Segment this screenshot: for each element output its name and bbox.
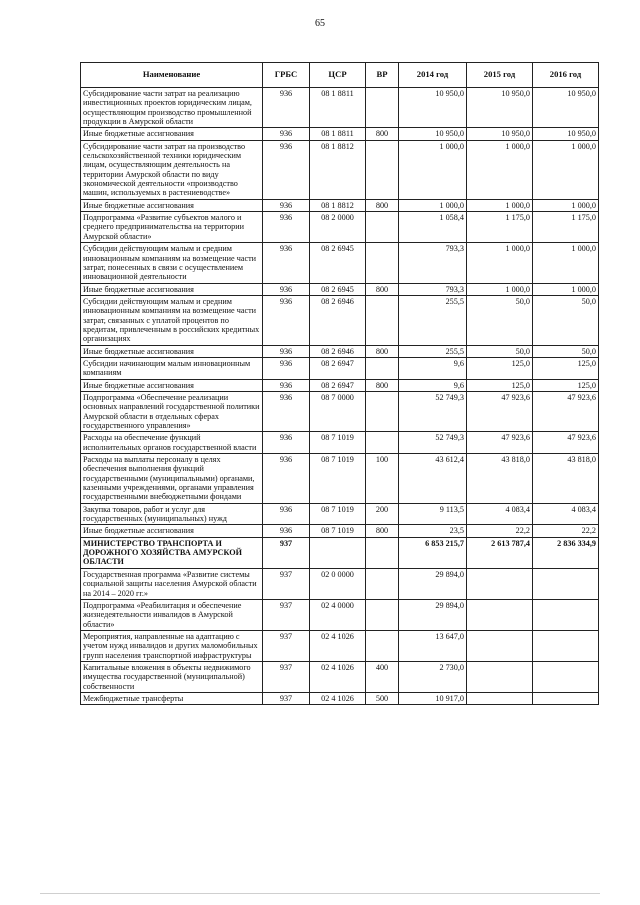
cell-grbs: 936 — [263, 212, 310, 243]
cell-name: Иные бюджетные ассигнования — [81, 525, 263, 537]
cell-csr: 08 2 6946 — [310, 345, 366, 357]
cell-vr — [366, 568, 399, 599]
cell-y2015: 1 000,0 — [467, 199, 533, 211]
cell-y2014: 255,5 — [399, 345, 467, 357]
cell-y2016: 2 836 334,9 — [533, 537, 599, 568]
cell-grbs: 937 — [263, 568, 310, 599]
table-row — [81, 454, 599, 504]
cell-y2015: 50,0 — [467, 295, 533, 345]
cell-csr: 08 1 8811 — [310, 88, 366, 128]
cell-y2015 — [467, 661, 533, 692]
cell-y2016: 1 000,0 — [533, 199, 599, 211]
table-body — [81, 88, 599, 705]
cell-csr: 08 1 8811 — [310, 128, 366, 140]
cell-csr: 08 7 1019 — [310, 454, 366, 504]
cell-name: Субсидирование части затрат на реализацию инвестиционных проектов юридическим лицам, осуществляющим производство промышленной продукции в Амурской области — [81, 88, 263, 128]
cell-y2014: 1 058,4 — [399, 212, 467, 243]
cell-grbs: 936 — [263, 283, 310, 295]
cell-vr: 800 — [366, 525, 399, 537]
cell-name: Иные бюджетные ассигнования — [81, 379, 263, 391]
table-row — [81, 295, 599, 345]
cell-vr — [366, 537, 399, 568]
cell-name: Субсидии действующим малым и средним инновационным компаниям на возмещение части затрат, понесенных в связи с осуществлением инновационной деятельности — [81, 243, 263, 283]
cell-name: Подпрограмма «Реабилитация и обеспечение жизнедеятельности инвалидов в Амурской области» — [81, 599, 263, 630]
cell-csr: 08 7 0000 — [310, 391, 366, 431]
cell-y2014: 793,3 — [399, 283, 467, 295]
cell-y2014: 10 917,0 — [399, 692, 467, 704]
cell-vr: 800 — [366, 283, 399, 295]
cell-y2016: 22,2 — [533, 525, 599, 537]
header-2016: 2016 год — [533, 63, 599, 88]
cell-name: Мероприятия, направленные на адаптацию с учетом нужд инвалидов и других маломобильных групп населения транспортной инфраструктуры — [81, 630, 263, 661]
cell-y2016: 10 950,0 — [533, 88, 599, 128]
cell-name: Закупка товаров, работ и услуг для государственных (муниципальных) нужд — [81, 503, 263, 525]
cell-grbs: 936 — [263, 128, 310, 140]
cell-y2014: 52 749,3 — [399, 391, 467, 431]
cell-y2016: 1 000,0 — [533, 140, 599, 199]
cell-y2015: 47 923,6 — [467, 391, 533, 431]
cell-csr: 08 7 1019 — [310, 525, 366, 537]
cell-y2014: 2 730,0 — [399, 661, 467, 692]
cell-grbs: 936 — [263, 295, 310, 345]
cell-vr — [366, 432, 399, 454]
cell-y2014: 29 894,0 — [399, 599, 467, 630]
cell-vr — [366, 243, 399, 283]
cell-name: Иные бюджетные ассигнования — [81, 199, 263, 211]
cell-vr — [366, 391, 399, 431]
table-row — [81, 88, 599, 128]
cell-name: Расходы на обеспечение функций исполнительных органов государственной власти — [81, 432, 263, 454]
cell-y2014: 255,5 — [399, 295, 467, 345]
cell-y2014: 43 612,4 — [399, 454, 467, 504]
page-number: 65 — [315, 18, 325, 29]
scan-edge-line — [40, 893, 600, 894]
cell-y2016: 47 923,6 — [533, 391, 599, 431]
cell-grbs: 936 — [263, 432, 310, 454]
table-row — [81, 525, 599, 537]
cell-name: Субсидирование части затрат на производство сельскохозяйственной техники юридическим лицам, осуществляющим деятельность на территории Амурской области по виду экономической деятельности «производство машин, используемых в растениеводстве» — [81, 140, 263, 199]
cell-csr: 08 2 0000 — [310, 212, 366, 243]
cell-y2015: 2 613 787,4 — [467, 537, 533, 568]
cell-y2015: 10 950,0 — [467, 88, 533, 128]
cell-grbs: 936 — [263, 391, 310, 431]
cell-name: Иные бюджетные ассигнования — [81, 345, 263, 357]
table-row — [81, 357, 599, 379]
cell-vr — [366, 140, 399, 199]
cell-name: Подпрограмма «Развитие субъектов малого и среднего предпринимательства на территории Амурской области» — [81, 212, 263, 243]
cell-y2014: 52 749,3 — [399, 432, 467, 454]
cell-y2016: 4 083,4 — [533, 503, 599, 525]
cell-vr — [366, 599, 399, 630]
cell-name: Капитальные вложения в объекты недвижимого имущества государственной (муниципальной) собственности — [81, 661, 263, 692]
cell-y2016: 47 923,6 — [533, 432, 599, 454]
cell-y2015: 1 175,0 — [467, 212, 533, 243]
cell-y2016 — [533, 568, 599, 599]
cell-csr: 02 4 0000 — [310, 599, 366, 630]
cell-y2015: 22,2 — [467, 525, 533, 537]
cell-y2015 — [467, 599, 533, 630]
cell-name: Иные бюджетные ассигнования — [81, 283, 263, 295]
cell-y2016: 43 818,0 — [533, 454, 599, 504]
table-row — [81, 568, 599, 599]
cell-name: Иные бюджетные ассигнования — [81, 128, 263, 140]
cell-vr — [366, 295, 399, 345]
cell-y2015: 125,0 — [467, 357, 533, 379]
cell-y2015: 47 923,6 — [467, 432, 533, 454]
cell-csr: 08 2 6945 — [310, 243, 366, 283]
cell-vr: 800 — [366, 128, 399, 140]
cell-name: Расходы на выплаты персоналу в целях обеспечения выполнения функций государственными (муниципальными) органами, казенными учреждениями, органами управления государственными внебюджетными фондами — [81, 454, 263, 504]
cell-y2016: 50,0 — [533, 295, 599, 345]
header-vr: ВР — [366, 63, 399, 88]
cell-y2015: 50,0 — [467, 345, 533, 357]
table-row — [81, 128, 599, 140]
cell-y2014: 9,6 — [399, 357, 467, 379]
cell-y2015: 1 000,0 — [467, 140, 533, 199]
cell-y2014: 10 950,0 — [399, 128, 467, 140]
cell-grbs: 937 — [263, 599, 310, 630]
cell-vr: 400 — [366, 661, 399, 692]
cell-y2016: 50,0 — [533, 345, 599, 357]
cell-name: Межбюджетные трансферты — [81, 692, 263, 704]
cell-csr: 08 7 1019 — [310, 432, 366, 454]
cell-y2014: 29 894,0 — [399, 568, 467, 599]
cell-y2014: 10 950,0 — [399, 88, 467, 128]
table-row — [81, 345, 599, 357]
cell-y2014: 9,6 — [399, 379, 467, 391]
cell-name: Подпрограмма «Обеспечение реализации основных направлений государственной политики Амурской области в отдельных сферах государственного управления» — [81, 391, 263, 431]
cell-csr: 02 0 0000 — [310, 568, 366, 599]
cell-vr — [366, 630, 399, 661]
cell-name: Субсидии начинающим малым инновационным компаниям — [81, 357, 263, 379]
table-row — [81, 140, 599, 199]
cell-csr: 08 2 6947 — [310, 357, 366, 379]
table-row — [81, 432, 599, 454]
cell-csr: 02 4 1026 — [310, 661, 366, 692]
table-row — [81, 630, 599, 661]
cell-vr: 800 — [366, 379, 399, 391]
cell-y2016 — [533, 692, 599, 704]
cell-grbs: 936 — [263, 379, 310, 391]
table-row — [81, 199, 599, 211]
cell-y2016 — [533, 599, 599, 630]
cell-y2015: 1 000,0 — [467, 243, 533, 283]
table-row — [81, 243, 599, 283]
cell-y2014: 6 853 215,7 — [399, 537, 467, 568]
cell-grbs: 936 — [263, 454, 310, 504]
cell-y2014: 1 000,0 — [399, 199, 467, 211]
cell-csr: 08 2 6945 — [310, 283, 366, 295]
cell-vr: 800 — [366, 345, 399, 357]
cell-csr: 08 7 1019 — [310, 503, 366, 525]
cell-y2016 — [533, 661, 599, 692]
cell-y2014: 1 000,0 — [399, 140, 467, 199]
table-row — [81, 661, 599, 692]
budget-table — [80, 62, 599, 705]
cell-y2014: 9 113,5 — [399, 503, 467, 525]
cell-grbs: 937 — [263, 537, 310, 568]
header-2015: 2015 год — [467, 63, 533, 88]
cell-csr: 08 1 8812 — [310, 199, 366, 211]
cell-grbs: 936 — [263, 199, 310, 211]
cell-vr: 500 — [366, 692, 399, 704]
cell-name: МИНИСТЕРСТВО ТРАНСПОРТА И ДОРОЖНОГО ХОЗЯЙСТВА АМУРСКОЙ ОБЛАСТИ — [81, 537, 263, 568]
cell-grbs: 936 — [263, 525, 310, 537]
cell-vr — [366, 212, 399, 243]
table-row — [81, 503, 599, 525]
cell-grbs: 937 — [263, 630, 310, 661]
cell-csr: 02 4 1026 — [310, 630, 366, 661]
cell-y2016: 1 175,0 — [533, 212, 599, 243]
cell-grbs: 936 — [263, 357, 310, 379]
cell-y2016: 1 000,0 — [533, 243, 599, 283]
cell-vr: 100 — [366, 454, 399, 504]
table-row — [81, 379, 599, 391]
header-grbs: ГРБС — [263, 63, 310, 88]
cell-y2014: 793,3 — [399, 243, 467, 283]
cell-y2016 — [533, 630, 599, 661]
table-header-row — [81, 63, 599, 88]
cell-y2016: 10 950,0 — [533, 128, 599, 140]
cell-name: Субсидии действующим малым и средним инновационным компаниям на возмещение части затрат, связанных с уплатой процентов по кредитам, привлеченным в российских кредитных организациях — [81, 295, 263, 345]
header-csr: ЦСР — [310, 63, 366, 88]
cell-grbs: 936 — [263, 88, 310, 128]
table-row — [81, 599, 599, 630]
cell-csr: 02 4 1026 — [310, 692, 366, 704]
cell-y2016: 1 000,0 — [533, 283, 599, 295]
table-row — [81, 212, 599, 243]
cell-vr — [366, 88, 399, 128]
cell-vr — [366, 357, 399, 379]
cell-csr: 08 1 8812 — [310, 140, 366, 199]
table-row — [81, 391, 599, 431]
cell-y2015: 43 818,0 — [467, 454, 533, 504]
cell-grbs: 936 — [263, 243, 310, 283]
cell-y2014: 23,5 — [399, 525, 467, 537]
cell-csr: 08 2 6946 — [310, 295, 366, 345]
cell-y2015 — [467, 692, 533, 704]
cell-y2015 — [467, 568, 533, 599]
cell-y2015 — [467, 630, 533, 661]
table-row — [81, 537, 599, 568]
cell-y2014: 13 647,0 — [399, 630, 467, 661]
cell-y2015: 125,0 — [467, 379, 533, 391]
cell-grbs: 936 — [263, 503, 310, 525]
table-row — [81, 692, 599, 704]
cell-grbs: 937 — [263, 661, 310, 692]
header-name: Наименование — [81, 63, 263, 88]
cell-name: Государственная программа «Развитие системы социальной защиты населения Амурской области на 2014 – 2020 гг.» — [81, 568, 263, 599]
cell-csr: 08 2 6947 — [310, 379, 366, 391]
cell-vr: 800 — [366, 199, 399, 211]
cell-vr: 200 — [366, 503, 399, 525]
table-row — [81, 283, 599, 295]
cell-csr — [310, 537, 366, 568]
cell-grbs: 937 — [263, 692, 310, 704]
cell-y2016: 125,0 — [533, 357, 599, 379]
cell-grbs: 936 — [263, 345, 310, 357]
cell-y2015: 10 950,0 — [467, 128, 533, 140]
cell-y2016: 125,0 — [533, 379, 599, 391]
cell-grbs: 936 — [263, 140, 310, 199]
cell-y2015: 1 000,0 — [467, 283, 533, 295]
cell-y2015: 4 083,4 — [467, 503, 533, 525]
header-2014: 2014 год — [399, 63, 467, 88]
